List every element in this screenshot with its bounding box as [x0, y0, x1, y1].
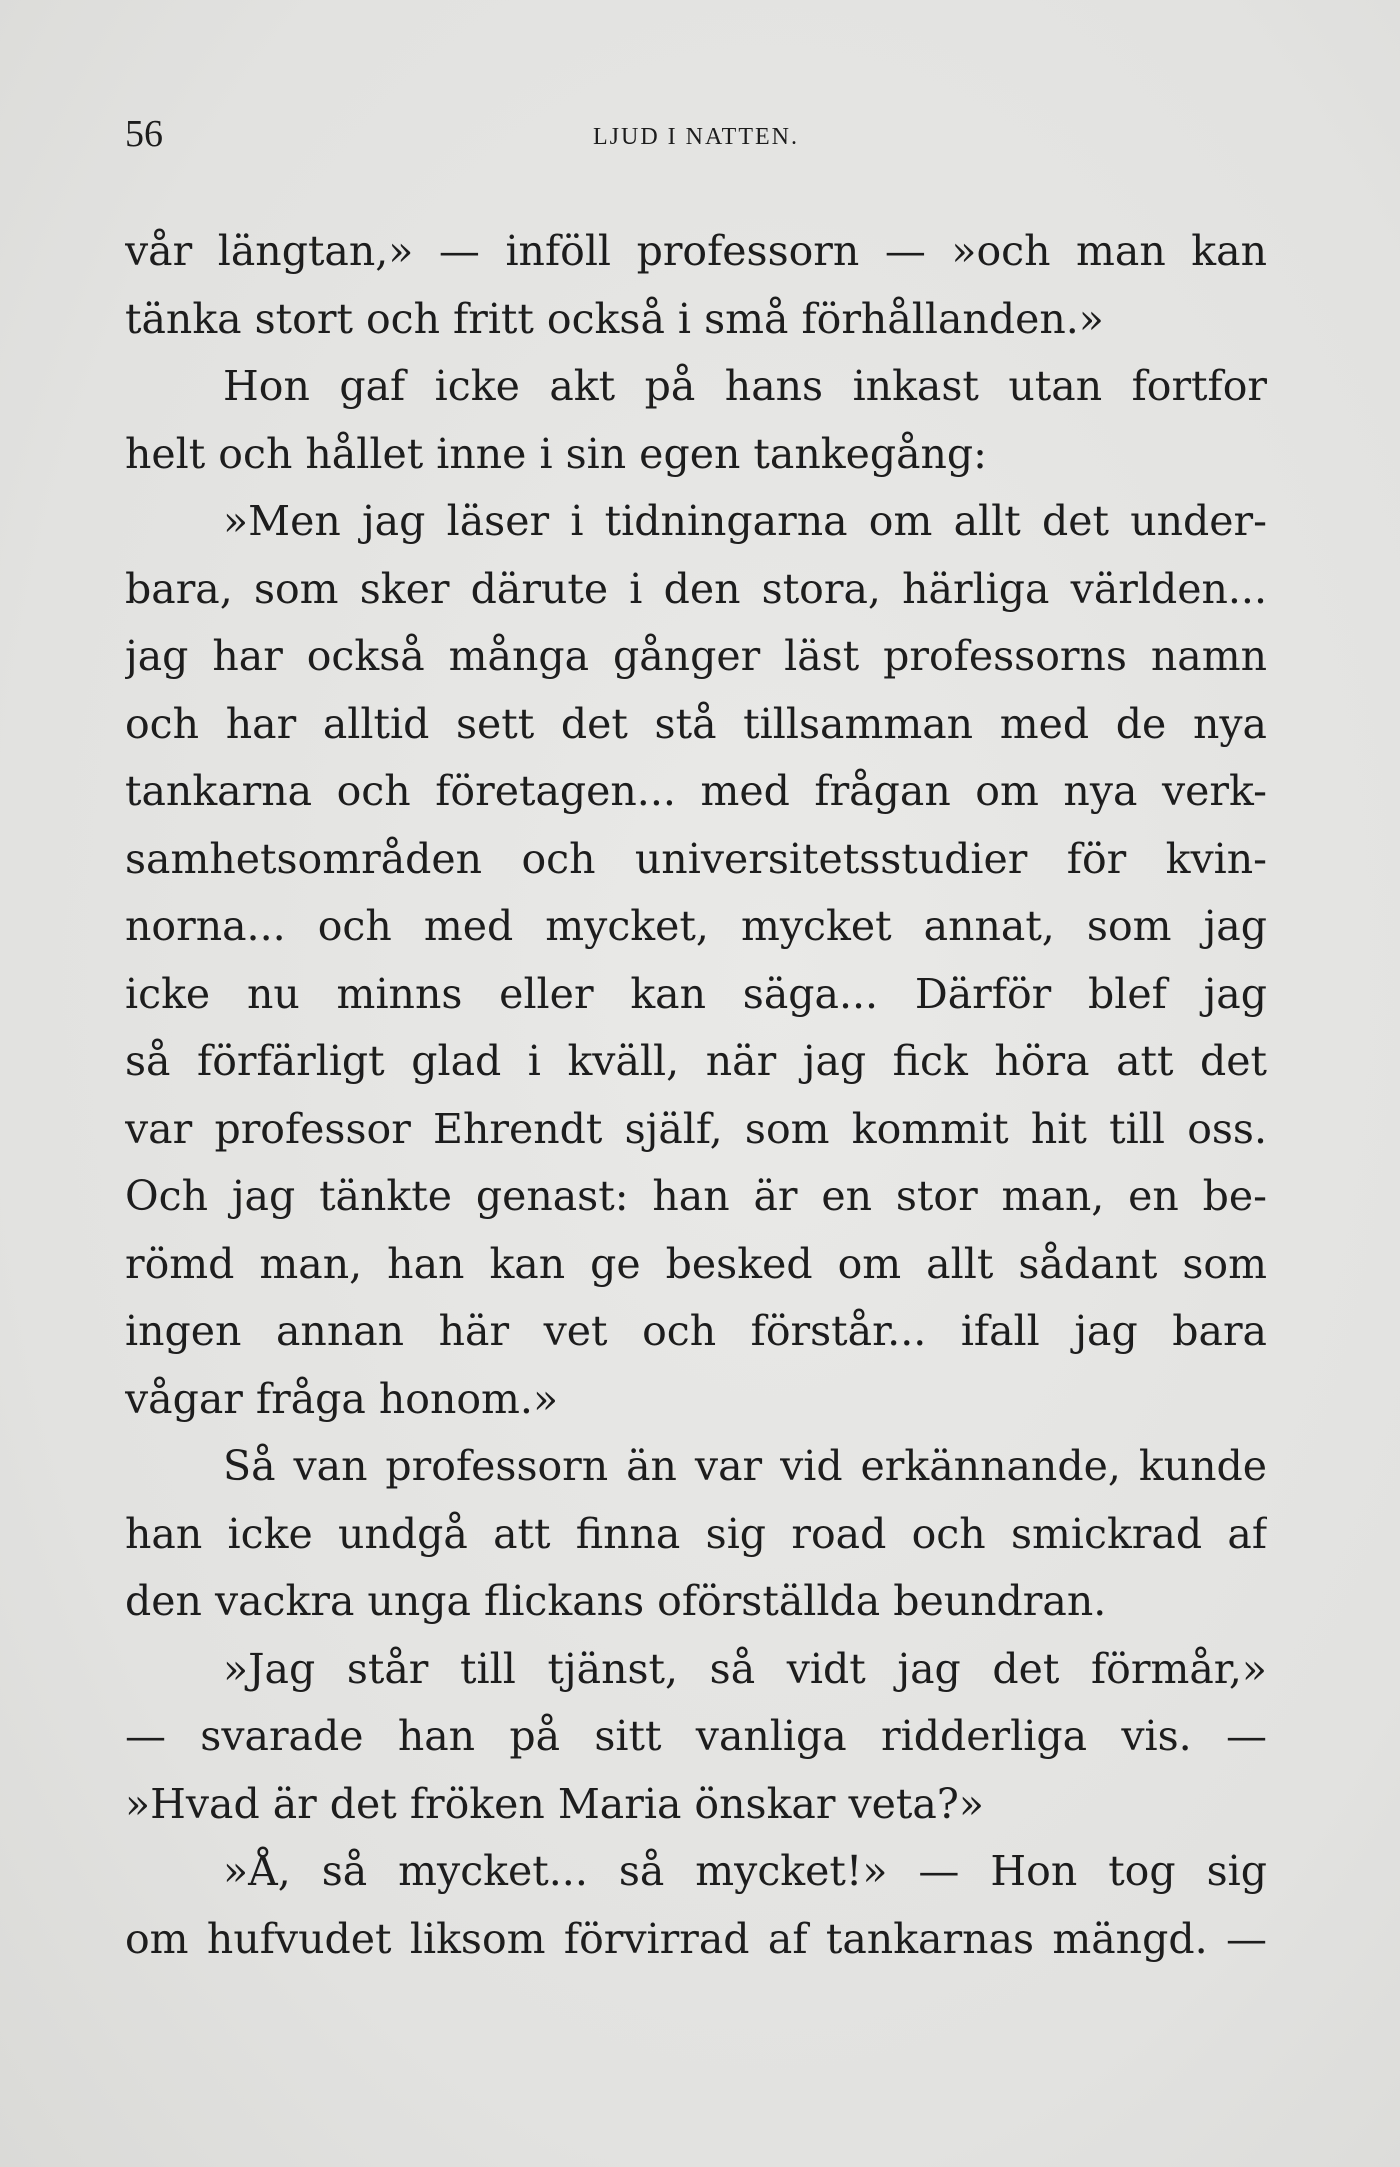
text-line: jag har också många gånger läst professorns namn [125, 632, 1267, 680]
text-line: ingen annan här vet och förstår... ifall jag bara [125, 1307, 1267, 1355]
body-text [125, 218, 1267, 1973]
text-line: norna... och med mycket, mycket annat, som jag [125, 902, 1267, 950]
text-line: Och jag tänkte genast: han är en stor man, en be- [125, 1172, 1267, 1220]
text-line: »Hvad är det fröken Maria önskar veta?» [125, 1779, 984, 1828]
text-line: »Å, så mycket... så mycket!» — Hon tog sig [223, 1847, 1267, 1895]
page-number: 56 [125, 113, 163, 155]
text-line: och har alltid sett det stå tillsamman med de nya [125, 699, 1267, 748]
text-line: — svarade han på sitt vanliga ridderliga vis. — [125, 1712, 1267, 1760]
text-line: tankarna och företagen... med frågan om nya verk- [125, 767, 1267, 815]
text-line: »Jag står till tjänst, så vidt jag det förmår,» [223, 1644, 1267, 1693]
text-line: samhetsområden och universitetsstudier för kvin- [125, 834, 1267, 883]
text-line: den vackra unga flickans oförställda beundran. [125, 1577, 1107, 1625]
text-line: icke nu minns eller kan säga... Därför blef jag [125, 969, 1267, 1018]
text-line: bara, som sker därute i den stora, härliga världen... [125, 564, 1267, 613]
text-line: Hon gaf icke akt på hans inkast utan fortfor [223, 362, 1267, 410]
text-line: så förfärligt glad i kväll, när jag fick höra att det [125, 1037, 1267, 1085]
running-title: LJUD I NATTEN. [593, 124, 799, 150]
text-line: var professor Ehrendt själf, som kommit hit till oss. [125, 1104, 1267, 1153]
text-line: Så van professorn än var vid erkännande, kunde [223, 1442, 1267, 1490]
text-line: »Men jag läser i tidningarna om allt det under- [223, 497, 1267, 545]
text-line: han icke undgå att finna sig road och smickrad af [125, 1509, 1267, 1558]
text-line: vågar fråga honom.» [125, 1374, 559, 1423]
page-header [125, 112, 1267, 172]
text-line: om hufvudet liksom förvirrad af tankarnas mängd. — [125, 1914, 1267, 1963]
text-line: tänka stort och fritt också i små förhållanden.» [125, 294, 1104, 343]
text-line: helt och hållet inne i sin egen tankegång: [125, 429, 987, 478]
text-line: römd man, han kan ge besked om allt sådant som [125, 1239, 1267, 1288]
text-line: vår längtan,» — inföll professorn — »och man kan [125, 227, 1267, 275]
